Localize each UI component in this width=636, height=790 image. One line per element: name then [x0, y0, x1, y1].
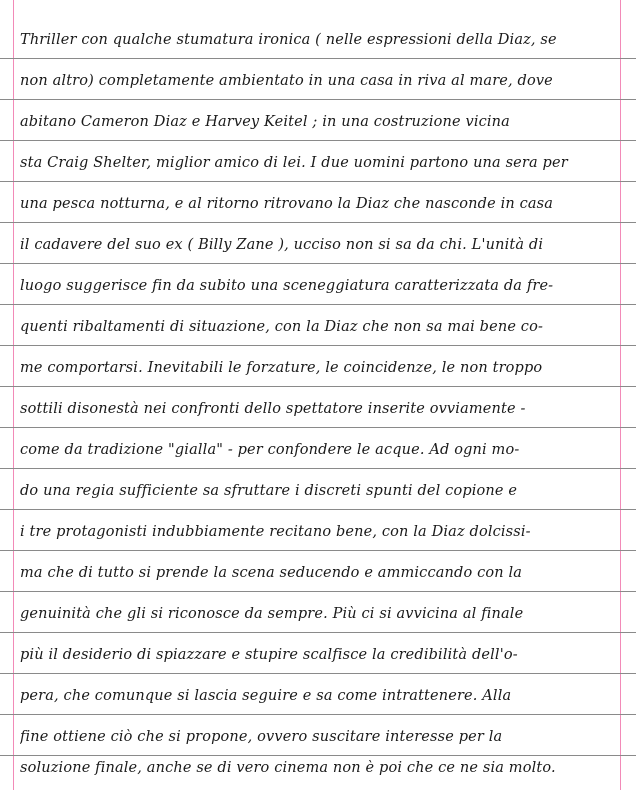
- text-line: il cadavere del suo ex ( Billy Zane ), ucciso non si sa da chi. L'unità di: [20, 237, 544, 253]
- text-line: Thriller con qualche stumatura ironica ( nelle espressioni della Diaz, se: [20, 32, 557, 48]
- text-line: luogo suggerisce fin da subito una sceneggiatura caratterizzata da fre-: [20, 278, 554, 294]
- text-line: me comportarsi. Inevitabili le forzature, le coincidenze, le non troppo: [20, 360, 543, 376]
- text-line: fine ottiene ciò che si propone, ovvero suscitare interesse per la: [20, 729, 503, 745]
- text-line: abitano Cameron Diaz e Harvey Keitel ; in una costruzione vicina: [20, 114, 510, 130]
- right-margin-line: [620, 0, 621, 790]
- text-line: non altro) completamente ambientato in una casa in riva al mare, dove: [20, 73, 553, 89]
- text-line: pera, che comunque si lascia seguire e sa come intrattenere. Alla: [20, 688, 512, 704]
- text-line: genuinità che gli si riconosce da sempre. Più ci si avvicina al finale: [20, 606, 524, 622]
- text-line: do una regia sufficiente sa sfruttare i discreti spunti del copione e: [20, 483, 518, 499]
- left-margin-line: [13, 0, 14, 790]
- text-line: più il desiderio di spiazzare e stupire scalfisce la credibilità dell'o-: [20, 647, 518, 663]
- text-line: sta Craig Shelter, miglior amico di lei. I due uomini partono una sera per: [20, 155, 568, 171]
- text-line: sottili disonestà nei confronti dello spettatore inserite ovviamente -: [20, 401, 526, 417]
- text-line: soluzione finale, anche se di vero cinema non è poi che ce ne sia molto.: [20, 760, 556, 776]
- text-line: come da tradizione "gialla" - per confondere le acque. Ad ogni mo-: [20, 442, 520, 458]
- text-line: i tre protagonisti indubbiamente recitano bene, con la Diaz dolcissi-: [20, 524, 531, 540]
- text-line: quenti ribaltamenti di situazione, con la Diaz che non sa mai bene co-: [20, 319, 544, 335]
- text-line: ma che di tutto si prende la scena seducendo e ammiccando con la: [20, 565, 523, 581]
- text-line: una pesca notturna, e al ritorno ritrovano la Diaz che nasconde in casa: [20, 196, 554, 212]
